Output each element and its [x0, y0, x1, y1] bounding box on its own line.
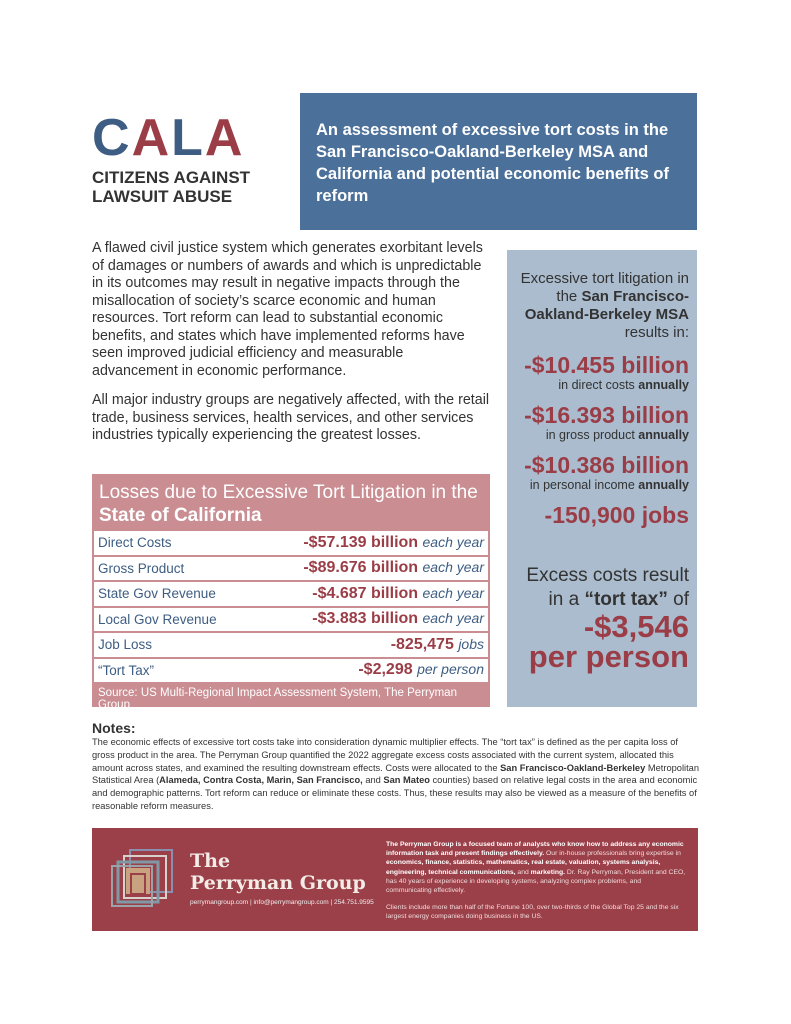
intro-text	[92, 240, 492, 457]
table-row	[94, 608, 488, 632]
row-value-group	[303, 559, 484, 577]
desc-text: Our in-house professionals bring expertise in	[544, 850, 681, 858]
table-row	[94, 531, 488, 555]
stat-sub-text: in gross product	[545, 428, 639, 442]
notes-heading: Notes:	[92, 720, 136, 736]
tort-tax-label	[515, 564, 689, 612]
desc-bold: The Perryman Group is a focused team of analysts who know how to address any economic information task and present findings effectively.	[386, 841, 684, 858]
header-title: An assessment of excessive tort costs in the San Francisco-Oakland-Berkeley MSA and California and potential economic benefits of reform	[300, 93, 697, 230]
perryman-logo-icon	[110, 848, 174, 908]
table-row	[94, 582, 488, 606]
stat-value: -$16.393 billion	[524, 402, 689, 428]
cala-logo	[92, 109, 292, 206]
row-value: -$4.687 billion	[312, 584, 419, 602]
row-label: Gross Product	[98, 560, 185, 576]
perryman-name-line: Perryman Group	[190, 872, 366, 894]
notes-bold: San Francisco-Oakland-Berkeley	[500, 762, 646, 773]
row-value: -$89.676 billion	[303, 559, 419, 577]
notes-fragment: The economic effects of excessive tort costs take into consideration dynamic multiplier effects. The “tort tax” is defined as the per capita loss of gross product in the area. The Perryman Group quantified the 2022 aggregate excess costs associated with the current system, allocated this amount across states, and examined the resulting downstream effects. Costs were allocated to the	[92, 737, 678, 773]
msa-summary-panel	[507, 250, 697, 707]
tax-bold: “tort tax”	[584, 589, 668, 610]
row-value-group	[358, 661, 484, 679]
perryman-footer	[92, 828, 698, 931]
logo-line-1: CITIZENS AGAINST	[92, 168, 251, 187]
stat-item	[515, 502, 689, 528]
row-label: Local Gov Revenue	[98, 611, 217, 627]
notes-text	[92, 736, 702, 813]
stat-sub-bold: annually	[638, 428, 689, 442]
stat-value: -150,900 jobs	[544, 502, 689, 528]
logo-letter: A	[204, 109, 245, 167]
row-unit: per person	[417, 661, 484, 678]
perryman-contact: perrymangroup.com | info@perrymangroup.com | 254.751.9595	[190, 899, 374, 906]
row-value: -825,475	[390, 635, 454, 653]
row-unit: each year	[422, 610, 484, 627]
panel-intro-text: results in:	[624, 324, 689, 341]
notes-bold: Alameda, Contra Costa, Marin, San Francisco,	[159, 775, 363, 786]
intro-paragraph-1: A flawed civil justice system which generates exorbitant levels of damages or numbers of awards and which is unpredictable in its outcomes may result in negative impacts through the misallocation of society’s scarce economic and human resources. Tort reform can lead to substantial economic benefits, and states which have implemented reforms have seen improved judicial efficiency and measurable advancement in economic performance.	[92, 240, 483, 379]
perryman-name-line: The	[190, 850, 231, 872]
row-label: Job Loss	[98, 637, 153, 653]
row-value: -$57.139 billion	[303, 533, 419, 551]
stat-value: -$10.386 billion	[524, 452, 689, 478]
tort-tax-unit: per person	[528, 639, 689, 674]
row-unit: each year	[422, 584, 484, 601]
stat-sub-text: in direct costs	[558, 378, 639, 392]
stat-sub-text: in personal income	[529, 478, 639, 492]
row-unit: each year	[422, 559, 484, 576]
tax-text: Excess costs result in a	[526, 565, 689, 610]
notes-section	[92, 720, 702, 813]
row-label: Direct Costs	[98, 535, 172, 551]
panel-intro	[515, 270, 689, 342]
stat-sub	[515, 378, 689, 392]
stat-item	[515, 452, 689, 492]
desc-bold: economics, finance, statistics, mathematics, real estate, valuation, systems analysis, engineering, technical communications,	[386, 859, 661, 876]
row-value-group	[391, 636, 484, 654]
table-row	[94, 659, 488, 683]
tort-tax-value: -$3,546	[583, 609, 689, 644]
stat-sub	[515, 478, 689, 492]
stat-item	[515, 402, 689, 442]
logo-letter: L	[171, 109, 205, 167]
row-value: -$3.883 billion	[312, 610, 419, 628]
row-label: “Tort Tax”	[98, 662, 155, 678]
desc-text: and	[515, 868, 531, 876]
intro-paragraph-2: All major industry groups are negatively affected, with the retail trade, business services, health services, and other services industries typically experiencing the greatest losses.	[92, 392, 490, 443]
stat-sub-bold: annually	[638, 378, 689, 392]
table-title-bold: State of California	[99, 505, 262, 526]
table-row	[94, 557, 488, 581]
panel-intro-bold: San Francisco-Oakland-Berkeley MSA	[524, 288, 689, 323]
stat-sub	[515, 428, 689, 442]
logo-line-2: LAWSUIT ABUSE	[92, 187, 233, 206]
table-source: Source: US Multi-Regional Impact Assessment System, The Perryman Group	[98, 687, 457, 711]
row-unit: each year	[422, 533, 484, 550]
stat-value: -$10.455 billion	[524, 352, 689, 378]
logo-letter: C	[92, 109, 132, 167]
california-losses-table	[92, 474, 490, 711]
table-title-text: Losses due to Excessive Tort Litigation in the	[99, 482, 478, 503]
notes-fragment: Metropolitan Statistical Area (	[92, 762, 700, 786]
stat-item	[515, 352, 689, 392]
desc-text: Dr. Ray Perryman, President and CEO, has 40 years of experience in developing systems, analyzing complex problems, and communicating effectively.	[386, 868, 686, 895]
notes-fragment: counties) based on relative legal costs in the area and economic and demographic patterns. Tort reform can reduce or eliminate these costs. Thus, these results may also be viewed as a measure of the benefits of reasonable reform measures.	[92, 775, 698, 811]
perryman-name	[190, 850, 366, 894]
clients-text: Clients include more than half of the Fortune 100, over two-thirds of the Global Top 25 and the six largest energy companies doing business in the US.	[386, 904, 679, 921]
notes-fragment: and	[362, 775, 384, 786]
row-value-group	[312, 610, 484, 628]
row-label: State Gov Revenue	[98, 586, 216, 602]
perryman-description	[386, 840, 686, 922]
table-row	[94, 633, 488, 657]
panel-intro-text: Excessive tort litigation in the	[520, 270, 689, 305]
table-title	[94, 476, 488, 531]
row-value: -$2,298	[358, 661, 413, 679]
row-unit: jobs	[458, 635, 484, 652]
notes-bold: San Mateo	[383, 775, 430, 786]
tax-text: of	[667, 589, 689, 610]
stat-sub-bold: annually	[638, 478, 689, 492]
row-value-group	[312, 585, 484, 603]
desc-bold: marketing.	[530, 868, 566, 876]
logo-letter: A	[131, 109, 172, 167]
row-value-group	[303, 534, 484, 552]
